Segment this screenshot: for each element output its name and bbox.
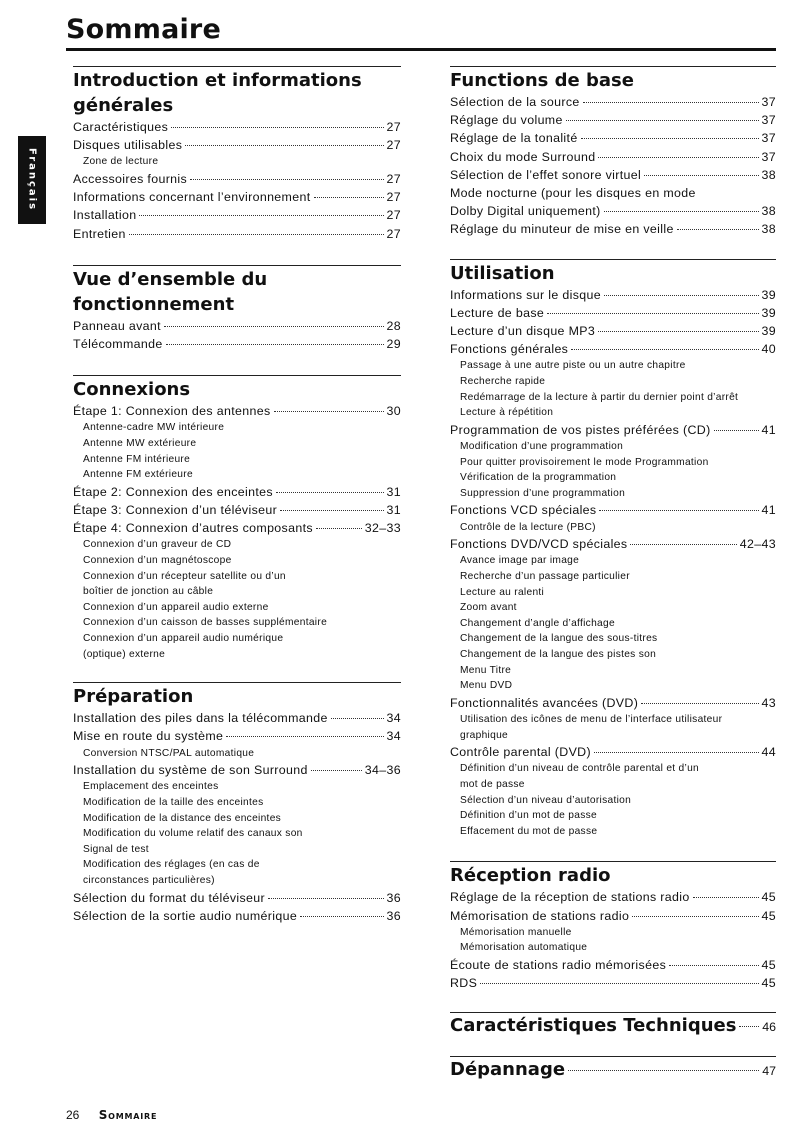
toc-entry-label: Installation du système de son Surround [73, 763, 308, 778]
toc-entry[interactable] [73, 519, 401, 537]
toc-subentry: Changement de la langue des pistes son [460, 648, 657, 660]
dot-leader [677, 229, 759, 230]
toc-page-number: 41 [761, 422, 776, 437]
toc-subentry: Lecture au ralenti [460, 586, 545, 598]
toc-entry-label: Fonctions générales [450, 342, 569, 357]
toc-subentry: Changement de la langue des sous-titres [460, 633, 658, 645]
dot-leader [129, 234, 384, 235]
toc-subentry: Utilisation des icônes de menu de l’interface utilisateur [460, 713, 723, 725]
dot-leader [171, 127, 383, 128]
toc-page-number: 39 [761, 324, 776, 339]
toc-subentry: Zone de lecture [83, 156, 159, 168]
toc-entry[interactable] [450, 743, 776, 761]
toc-entry-label: Lecture d’un disque MP3 [450, 324, 596, 339]
toc-subentry: Signal de test [83, 843, 149, 855]
toc-page-number: 37 [761, 149, 776, 164]
dot-leader [190, 179, 383, 180]
toc-subentry: Modification des réglages (en cas de [83, 859, 260, 871]
footer-page-number: 26 [66, 1108, 80, 1122]
dot-leader [598, 331, 758, 332]
toc-entry-label: Accessoires fournis [73, 172, 188, 186]
toc-entry[interactable] [73, 206, 401, 224]
toc-entry-label: Réglage de la tonalité [450, 131, 578, 146]
toc-page-number: 29 [386, 337, 401, 352]
toc-subentry: Mémorisation manuelle [460, 926, 572, 938]
toc-entry-label: Disques utilisables [73, 138, 183, 153]
toc-section [73, 375, 401, 662]
toc-page-number: 40 [761, 342, 776, 357]
toc-page-number: 45 [761, 957, 776, 972]
toc-page-number: 30 [386, 404, 401, 419]
toc-page-number: 47 [762, 1064, 776, 1079]
toc-entry-label: Étape 2: Connexion des enceintes [73, 484, 273, 499]
section-title: Vue d’ensemble du fonctionnement [73, 268, 268, 315]
toc-entry[interactable] [450, 694, 776, 712]
dot-leader [164, 326, 384, 327]
dot-leader [630, 544, 736, 545]
toc-entry[interactable] [73, 317, 401, 335]
dot-leader [268, 898, 384, 899]
toc-entry-label: Entretien [73, 226, 126, 241]
dot-leader [331, 718, 384, 719]
toc-entry[interactable] [73, 335, 401, 353]
toc-entry[interactable] [73, 402, 401, 420]
toc-subentry: Mémorisation automatique [460, 942, 588, 954]
footer-section-name: Sommaire [98, 1108, 158, 1122]
toc-entry[interactable] [450, 304, 776, 322]
toc-page-number: 27 [386, 208, 401, 223]
toc-subentry: Menu Titre [460, 664, 512, 676]
toc-entry[interactable] [73, 761, 401, 779]
toc-subentry: Recherche rapide [460, 376, 546, 388]
dot-leader [714, 430, 759, 431]
toc-entry[interactable] [450, 907, 776, 925]
dot-leader [641, 703, 758, 704]
dot-leader [604, 295, 759, 296]
toc-subentry: Changement d’angle d’affichage [460, 617, 615, 629]
dot-leader [185, 145, 383, 146]
section-title: Réception radio [450, 865, 611, 887]
toc-entry-label: Réglage de la réception de stations radio [450, 890, 690, 905]
toc-page-number: 34 [386, 711, 401, 726]
toc-subentry: Zoom avant [460, 602, 517, 614]
toc-subentry: circonstances particulières) [83, 874, 215, 886]
toc-entry[interactable] [450, 220, 776, 238]
toc-page-number: 44 [761, 745, 776, 760]
toc-page-number: 28 [386, 318, 401, 333]
toc-section [450, 1012, 776, 1038]
toc-subentry: Pour quitter provisoirement le mode Programmation [460, 456, 709, 468]
toc-page-number: 45 [761, 908, 776, 923]
dot-leader [632, 916, 758, 917]
toc-major-label: Dépannage [450, 1059, 566, 1081]
toc-entry[interactable] [450, 111, 776, 129]
dot-leader [598, 157, 758, 158]
dot-leader [599, 510, 758, 511]
dot-leader [139, 215, 383, 216]
toc-entry-label: Caractéristiques [73, 120, 169, 134]
toc-page-number: 27 [386, 138, 401, 153]
toc-page-number: 38 [761, 204, 776, 219]
toc-entry[interactable] [73, 483, 401, 501]
toc-page-number: 34 [386, 729, 401, 744]
toc-subentry: Recherche d’un passage particulier [460, 570, 630, 582]
toc-page-number: 31 [386, 484, 401, 499]
toc-subentry: Menu DVD [460, 680, 513, 692]
toc-entry-label: Mise en route du système [73, 729, 224, 744]
toc-subentry: graphique [460, 729, 509, 741]
dot-leader [480, 983, 758, 984]
language-tab [18, 136, 46, 224]
toc-entry-label: Télécommande [73, 337, 163, 352]
toc-section [450, 1056, 776, 1082]
toc-entry[interactable] [450, 421, 776, 439]
toc-entry-label: Sélection de l’effet sonore virtuel [450, 167, 642, 182]
dot-leader [316, 528, 362, 529]
toc-page-number: 43 [761, 695, 776, 710]
dot-leader [566, 120, 759, 121]
dot-leader [280, 510, 383, 511]
toc-entry-label: Informations concernant l’environnement [73, 190, 311, 205]
toc-subentry: Modification de la taille des enceintes [83, 796, 264, 808]
left-column [73, 66, 401, 925]
toc-subentry: Antenne MW extérieure [83, 438, 197, 450]
toc-entry[interactable] [450, 888, 776, 906]
toc-page-number: 37 [761, 131, 776, 146]
toc-entry-label: Programmation de vos pistes préférées (CD) [450, 422, 711, 437]
toc-page-number: 39 [761, 287, 776, 302]
toc-entry-label: Contrôle parental (DVD) [450, 745, 591, 760]
toc-page-number: 45 [761, 890, 776, 905]
toc-entry[interactable] [450, 501, 776, 519]
dot-leader [583, 102, 759, 103]
toc-subentry: Sélection d’un niveau d’autorisation [460, 794, 632, 806]
toc-entry[interactable] [450, 129, 776, 147]
toc-subentry: Connexion d’un appareil audio numérique [83, 632, 284, 644]
toc-subentry: Effacement du mot de passe [460, 825, 598, 837]
toc-page-number: 27 [386, 120, 401, 134]
toc-page-number: 36 [386, 908, 401, 923]
section-title: Introduction et informations générales [73, 70, 362, 116]
toc-major-entry[interactable] [450, 1013, 776, 1038]
title-rule [66, 48, 776, 51]
toc-entry[interactable] [73, 225, 401, 243]
toc-entry-label: Étape 3: Connexion d’un téléviseur [73, 503, 278, 517]
toc-subentry: Passage à une autre piste ou un autre chapitre [460, 360, 686, 372]
toc-section [73, 66, 401, 243]
toc-subentry: Définition d’un mot de passe [460, 810, 597, 822]
toc-subentry: Conversion NTSC/PAL automatique [83, 747, 255, 759]
toc-subentry: Antenne FM extérieure [83, 469, 193, 481]
toc-entry-label: Choix du mode Surround [450, 149, 596, 164]
toc-entry[interactable] [450, 340, 776, 358]
toc-page-number: 36 [386, 890, 401, 905]
toc-subentry: Contrôle de la lecture (PBC) [460, 521, 596, 533]
toc-subentry: Connexion d’un appareil audio externe [83, 601, 269, 613]
toc-entry-line: Mode nocturne (pour les disques en mode [450, 186, 696, 201]
section-title: Utilisation [450, 262, 555, 284]
dot-leader [547, 313, 758, 314]
toc-subentry: Modification d’une programmation [460, 441, 624, 453]
toc-page-number: 45 [761, 976, 776, 991]
toc-entry-label: Informations sur le disque [450, 287, 601, 302]
toc-entry-label: Étape 4: Connexion d’autres composants [73, 521, 313, 536]
toc-page-number: 38 [761, 167, 776, 182]
toc-section [450, 66, 776, 239]
toc-entry-label: Sélection de la sortie audio numérique [73, 908, 298, 923]
toc-subentry: Connexion d’un récepteur satellite ou d’un [83, 570, 286, 582]
toc-entry[interactable] [73, 727, 401, 745]
toc-section [73, 265, 401, 353]
dot-leader [166, 344, 384, 345]
section-title: Connexions [73, 379, 191, 401]
toc-page-number: 37 [761, 95, 776, 109]
toc-entry[interactable] [73, 118, 401, 136]
toc-entry[interactable] [450, 535, 776, 553]
toc-major-entry[interactable] [450, 1057, 776, 1082]
toc-subentry: Connexion d’un magnétoscope [83, 555, 232, 566]
toc-entry-label: Fonctions VCD spéciales [450, 503, 597, 518]
toc-entry[interactable] [450, 974, 776, 992]
toc-entry-label: Mémorisation de stations radio [450, 908, 630, 923]
section-title: Functions de base [450, 70, 634, 91]
toc-page-number: 32–33 [364, 521, 401, 536]
toc-subentry: mot de passe [460, 778, 525, 790]
toc-entry-label: RDS [450, 976, 478, 991]
toc-page-number: 41 [761, 503, 776, 518]
toc-subentry: Antenne FM intérieure [83, 453, 191, 465]
language-label: Français [26, 148, 38, 212]
toc-subentry: Connexion d’un caisson de basses supplémentaire [83, 617, 328, 629]
toc-page-number: 42–43 [739, 537, 776, 552]
toc-entry[interactable] [450, 202, 776, 220]
toc-subentry: Vérification de la programmation [460, 472, 617, 484]
toc-section [73, 682, 401, 925]
dot-leader [594, 752, 759, 753]
toc-subentry: Avance image par image [460, 555, 580, 567]
dot-leader [581, 138, 759, 139]
toc-entry[interactable] [450, 286, 776, 304]
toc-entry[interactable] [73, 188, 401, 206]
toc-page-number: 27 [386, 226, 401, 241]
toc-subentry: (optique) externe [83, 648, 166, 660]
dot-leader [274, 411, 384, 412]
toc-subentry: Antenne-cadre MW intérieure [83, 422, 225, 434]
toc-entry-label: Lecture de base [450, 305, 545, 320]
toc-entry-label: Fonctions DVD/VCD spéciales [450, 537, 628, 552]
toc-page-number: 37 [761, 113, 776, 128]
toc-entry[interactable] [450, 956, 776, 974]
toc-subentry: Emplacement des enceintes [83, 781, 219, 793]
toc-entry[interactable] [73, 907, 401, 925]
dot-leader [644, 175, 758, 176]
toc-entry[interactable] [450, 93, 776, 111]
toc-entry[interactable] [73, 709, 401, 727]
toc-page-number: 39 [761, 305, 776, 320]
toc-entry-label: Installation des piles dans la télécommande [73, 711, 328, 726]
toc-subentry: Définition d’un niveau de contrôle parental et d’un [460, 763, 700, 775]
toc-entry[interactable] [450, 322, 776, 340]
toc-entry-label: Étape 1: Connexion des antennes [73, 404, 271, 419]
dot-leader [226, 736, 383, 737]
toc-subentry: Redémarrage de la lecture à partir du dernier point d’arrêt [460, 391, 739, 403]
toc-subentry: Connexion d’un graveur de CD [83, 539, 232, 551]
toc-subentry: boîtier de jonction au câble [83, 586, 214, 598]
toc-major-label: Caractéristiques Techniques [450, 1015, 737, 1037]
dot-leader [739, 1026, 759, 1027]
toc-page-number: 27 [386, 190, 401, 205]
toc-page-number: 31 [386, 503, 401, 517]
page-footer [66, 1108, 157, 1122]
toc-subentry: Modification du volume relatif des canaux son [83, 828, 303, 840]
right-column [450, 66, 776, 1082]
dot-leader [693, 897, 759, 898]
toc-entry-label: Fonctionnalités avancées (DVD) [450, 695, 639, 710]
toc-entry-label: Réglage du minuteur de mise en veille [450, 222, 674, 237]
dot-leader [568, 1070, 759, 1071]
dot-leader [669, 965, 758, 966]
toc-section [450, 259, 776, 840]
toc-entry-label: Réglage du volume [450, 113, 563, 128]
toc-entry-label: Dolby Digital uniquement) [450, 204, 601, 219]
toc-subentry: Lecture à répétition [460, 407, 554, 419]
toc-entry[interactable] [73, 889, 401, 907]
toc-entry[interactable] [450, 166, 776, 184]
toc-entry-label: Panneau avant [73, 318, 161, 333]
toc-entry[interactable] [450, 148, 776, 166]
toc-entry-label: Sélection de la source [450, 95, 580, 109]
toc-page-number: 27 [386, 172, 401, 186]
dot-leader [276, 492, 384, 493]
dot-leader [311, 770, 362, 771]
toc-subentry: Modification de la distance des enceintes [83, 812, 282, 824]
toc-entry-label: Sélection du format du téléviseur [73, 890, 266, 905]
toc-entry[interactable] [73, 501, 401, 519]
section-title: Préparation [73, 686, 194, 708]
toc-page-number: 38 [761, 222, 776, 237]
toc-entry-label: Installation [73, 208, 137, 223]
toc-entry-label: Écoute de stations radio mémorisées [450, 957, 667, 972]
dot-leader [300, 916, 383, 917]
dot-leader [314, 197, 384, 198]
toc-entry[interactable] [73, 136, 401, 154]
dot-leader [604, 211, 759, 212]
toc-section [450, 861, 776, 992]
toc-page-number: 34–36 [364, 763, 401, 778]
toc-page-number: 46 [762, 1020, 776, 1035]
dot-leader [571, 349, 758, 350]
toc-subentry: Suppression d’une programmation [460, 487, 626, 499]
page-title: Sommaire [66, 14, 221, 45]
toc-entry[interactable] [73, 170, 401, 188]
